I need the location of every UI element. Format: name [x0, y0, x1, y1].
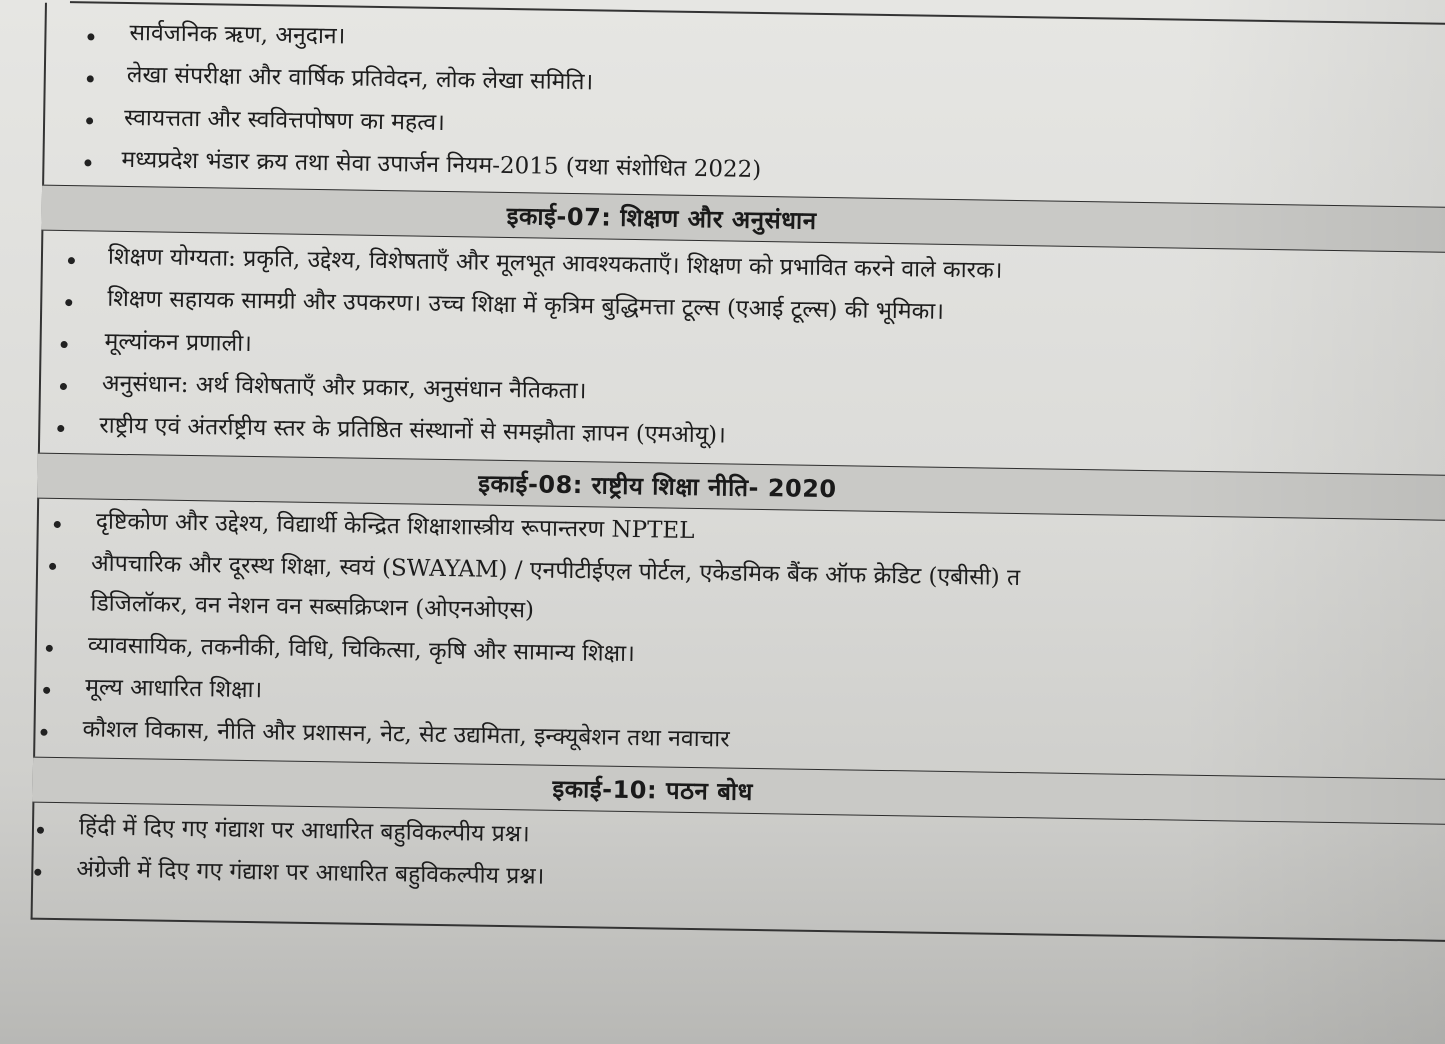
list-item: मध्यप्रदेश भंडार क्रय तथा सेवा उपार्जन नियम-2015 (यथा संशोधित 2022): [121, 146, 762, 183]
list-item: शिक्षण सहायक सामग्री और उपकरण। उच्च शिक्षा में कृत्रिम बुद्धिमत्ता टूल्स (एआई टूल्स) की भूमिका।: [107, 285, 945, 325]
bullet: [65, 299, 72, 306]
list-item: राष्ट्रीय एवं अंतर्राष्ट्रीय स्तर के प्रतिष्ठित संस्थानों से समझौता ज्ञापन (एमओयू)।: [99, 412, 727, 449]
bullet: [87, 75, 94, 82]
bullet: [40, 729, 47, 736]
list-item: मूल्य आधारित शिक्षा।: [85, 674, 263, 704]
bullet: [49, 563, 56, 570]
bullet: [61, 341, 68, 348]
list-item: व्यावसायिक, तकनीकी, विधि, चिकित्सा, कृषि और सामान्य शिक्षा।: [87, 632, 636, 668]
list-item: हिंदी में दिए गए गंद्याश पर आधारित बहुविकल्पीय प्रश्न।: [78, 814, 530, 848]
list-item: स्वायत्तता और स्ववित्तपोषण का महत्व।: [123, 104, 446, 137]
bullet: [86, 117, 93, 124]
section-heading-text: इकाई-07: शिक्षण और अनुसंधान: [506, 201, 817, 235]
bullet: [84, 159, 91, 166]
bullet: [87, 33, 94, 40]
list-item-continuation: डिजिलॉकर, वन नेशन वन सब्सक्रिप्शन (ओएनओएस): [90, 590, 535, 624]
list-item: औपचारिक और दूरस्थ शिक्षा, स्वयं (SWAYAM) / एनपीटीईएल पोर्टल, एकेडमिक बैंक ऑफ क्रेडिट (एबीसी) त: [90, 550, 1021, 592]
list-item: दृष्टिकोण और उद्देश्य, विद्यार्थी केन्द्रित शिक्षाशास्त्रीय रूपान्तरण NPTEL: [95, 508, 695, 544]
bullet: [43, 687, 50, 694]
list-item: अंग्रेजी में दिए गए गंद्याश पर आधारित बहुविकल्पीय प्रश्न।: [76, 856, 545, 890]
bullet: [54, 521, 61, 528]
bullet: [34, 869, 41, 876]
list-item: कौशल विकास, नीति और प्रशासन, नेट, सेट उद्यमिता, इन्क्यूबेशन तथा नवाचार: [82, 716, 730, 753]
list-item: मूल्यांकन प्रणाली।: [104, 328, 253, 357]
bullet: [60, 383, 67, 390]
bullet: [37, 827, 44, 834]
list-item: अनुसंधान: अर्थ विशेषताएँ और प्रकार, अनुसंधान नैतिकता।: [101, 370, 587, 405]
section-heading-text: इकाई-10: पठन बोध: [552, 774, 754, 806]
bullet: [68, 257, 75, 264]
list-item: शिक्षण योग्यता: प्रकृति, उद्देश्य, विशेषताएँ और मूलभूत आवश्यकताएँ। शिक्षण को प्रभावित करने वाले कारक।: [107, 243, 1003, 284]
section-heading-text: इकाई-08: राष्ट्रीय शिक्षा नीति- 2020: [478, 469, 837, 504]
list-item: लेखा संपरीक्षा और वार्षिक प्रतिवेदन, लोक लेखा समिति।: [126, 62, 594, 96]
bullet: [57, 425, 64, 432]
list-item: सार्वजनिक ऋण, अनुदान।: [129, 20, 346, 50]
bullet: [46, 645, 53, 652]
